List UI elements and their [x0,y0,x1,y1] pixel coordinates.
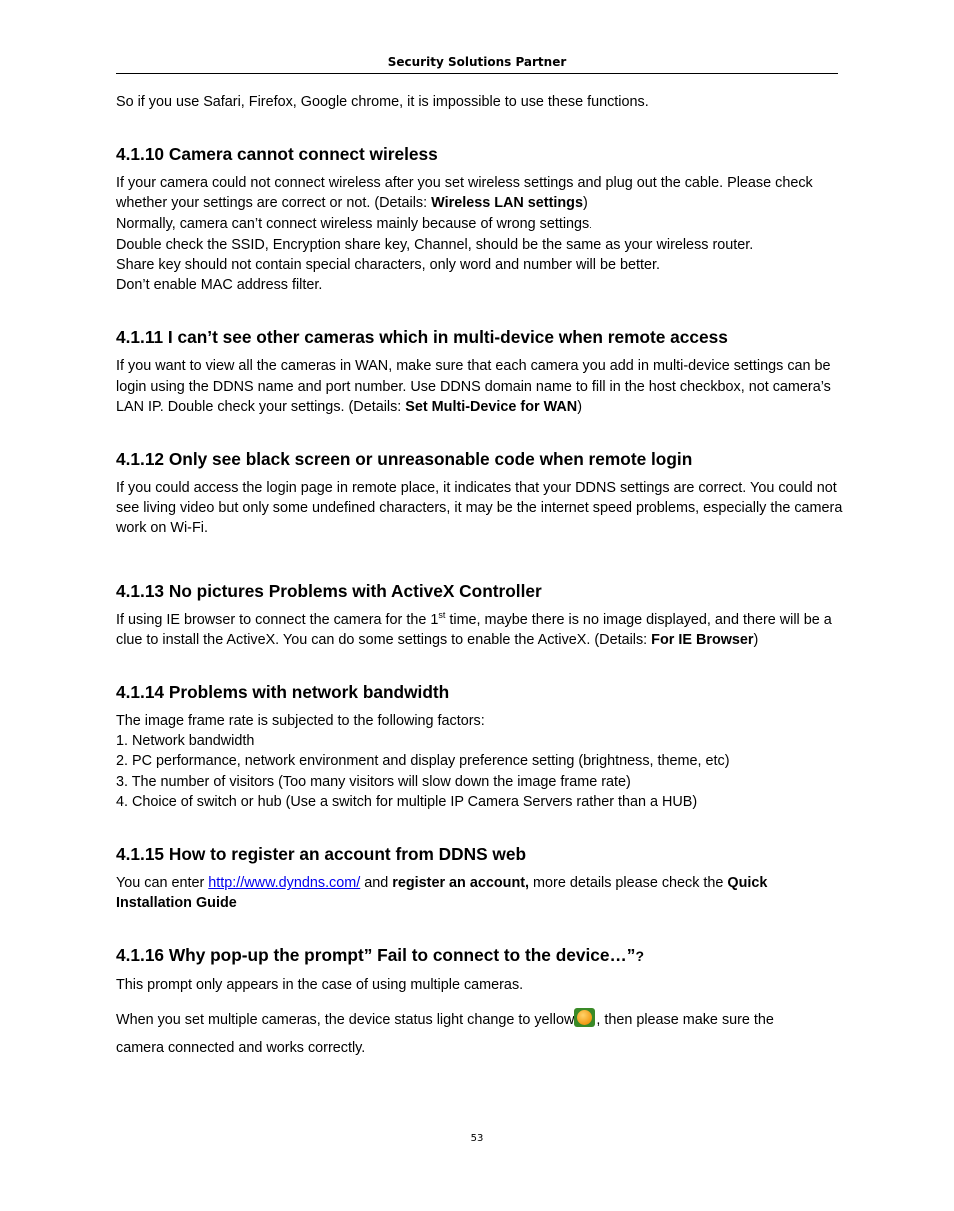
s15-paragraph: You can enter http://www.dyndns.com/ and register an account, more details please check the Quick Installation Guide [116,875,768,912]
s12-paragraph: If you could access the login page in remote place, it indicates that your DDNS settings are correct. You could not see living video but only some undefined characters, it may be the internet speed problems, especially the camera work on Wi-Fi. [116,480,843,537]
heading-4-1-11: 4.1.11 I can’t see other cameras which in multi-device when remote access [116,327,728,348]
heading-4-1-13: 4.1.13 No pictures Problems with ActiveX Controller [116,580,542,601]
s10-line-4: Share key should not contain special characters, only word and number will be better. [116,257,660,274]
s11-paragraph: If you want to view all the cameras in WAN, make sure that each camera you add in multi-device settings can be login using the DDNS name and port number. Use DDNS domain name to fill in the host checkbox, not camera’s LAN IP. Double check your settings. (Details: Set Multi-Device for WAN) [116,358,831,415]
s10-line-3: Double check the SSID, Encryption share key, Channel, should be the same as your wireless router. [116,236,754,253]
list-item: 1. Network bandwidth [116,733,255,750]
list-item: 3. The number of visitors (Too many visitors will slow down the image frame rate) [116,773,631,790]
list-item: 4. Choice of switch or hub (Use a switch for multiple IP Camera Servers rather than a HUB) [116,793,698,810]
s10-paragraph-1: If your camera could not connect wireless after you set wireless settings and plug out the cable. Please check whether your settings are correct or not. (Details: Wireless LAN settings) [116,175,813,212]
ref-quick-installation-guide: Quick Installation Guide [116,875,768,912]
s16-paragraph-2: When you set multiple cameras, the device status light change to yellow , then please make sure the [116,1008,846,1030]
running-header: Security Solutions Partner [387,55,567,69]
ref-multi-device-wan: Set Multi-Device for WAN [405,398,578,415]
heading-4-1-12: 4.1.12 Only see black screen or unreasonable code when remote login [116,449,693,470]
dyndns-link[interactable]: http://www.dyndns.com/ [208,875,361,892]
list-item: 2. PC performance, network environment and display preference setting (brightness, theme, etc) [116,753,730,770]
header-rule [116,73,838,74]
s13-paragraph: If using IE browser to connect the camera for the 1st time, maybe there is no image displayed, and there will be a clue to install the ActiveX. You can do some settings to enable the ActiveX. (Details: For IE Browser) [116,609,832,648]
s10-line-5: Don’t enable MAC address filter. [116,277,323,294]
s14-intro: The image frame rate is subjected to the following factors: [116,713,485,730]
page-content [116,92,846,1058]
heading-4-1-14: 4.1.14 Problems with network bandwidth [116,682,450,703]
yellow-status-light-icon [574,1008,595,1027]
s10-line-2: Normally, camera can’t connect wireless mainly because of wrong settings. [116,215,592,232]
heading-4-1-15: 4.1.15 How to register an account from DDNS web [116,844,527,865]
page-number: 53 [470,1133,484,1144]
s16-paragraph-3: camera connected and works correctly. [116,1039,366,1056]
intro-paragraph: So if you use Safari, Firefox, Google chrome, it is impossible to use these functions. [116,94,649,110]
heading-4-1-10: 4.1.10 Camera cannot connect wireless [116,144,438,165]
s16-paragraph-1: This prompt only appears in the case of using multiple cameras. [116,977,524,994]
ref-wireless-lan-settings: Wireless LAN settings [431,195,583,212]
heading-4-1-16: 4.1.16 Why pop-up the prompt” Fail to connect to the device…”? [116,945,645,966]
ref-for-ie-browser: For IE Browser [651,631,754,648]
